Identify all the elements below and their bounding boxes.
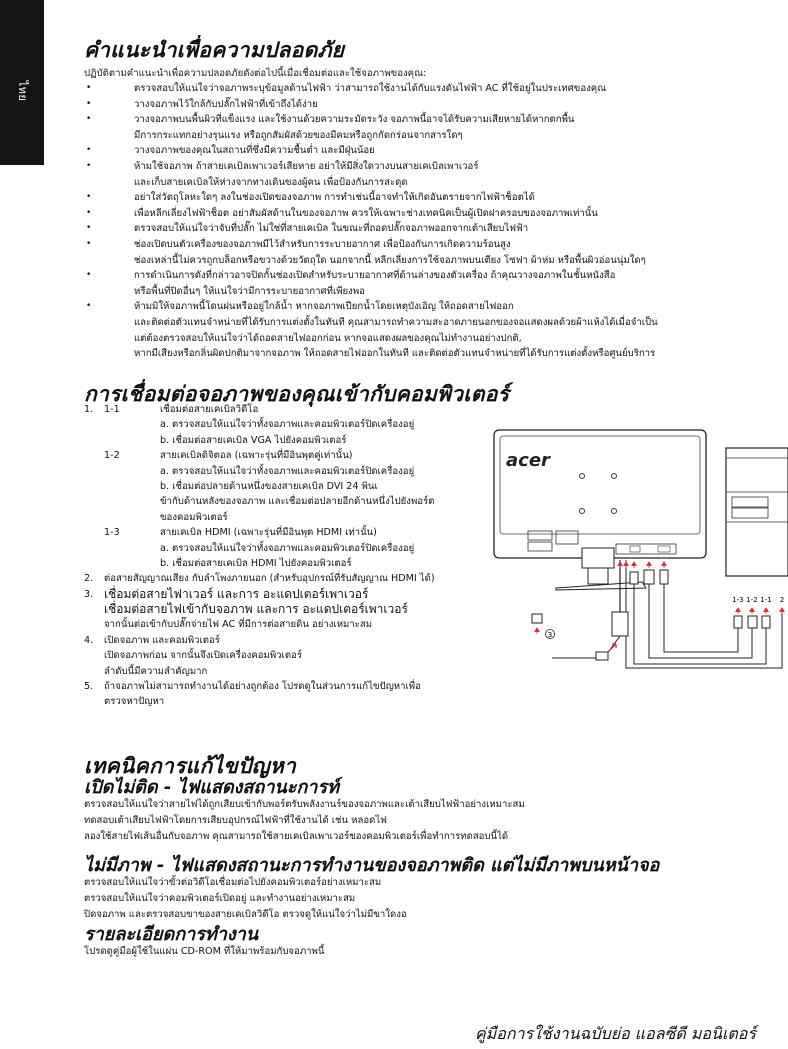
troubleshoot-line: ทดสอบเต้าเสียบไฟฟ้าโดยการเสียบอุปกรณ์ไฟฟ้าที่ใช้งานได้ เช่น หลอดไฟ xyxy=(84,815,387,826)
safety-item-line: • ห้ามใช้จอภาพ ถ้าสายเคเบิลเพาเวอร์เสียหาย อย่าให้มีสิ่งใดวางบนสายเคเบิลเพาเวอร์ xyxy=(134,160,479,172)
red-arrow xyxy=(618,562,622,568)
language-tab xyxy=(0,0,44,165)
connect-title: การเชื่อมต่อจอภาพของคุณเข้ากับคอมพิวเตอร์ xyxy=(84,382,510,406)
safety-item-line: • ตรวจสอบให้แน่ใจว่าจับที่ปลั๊ก ไม่ใช่ที่สายเคเบิล ในขณะที่ถอดปลั๊กจอภาพออกจากเต้าเสียบไฟฟ้า xyxy=(134,223,529,235)
power-label: 3 xyxy=(547,631,553,639)
red-arrow xyxy=(662,562,666,568)
step-text: ต่อสายสัญญาณเสียง กับลำโพงภายนอก (สำหรับอุปกรณ์ที่รับสัญญาณ HDMI ได้) xyxy=(104,573,435,585)
red-arrow xyxy=(750,608,754,614)
substep-text: a. ตรวจสอบให้แน่ใจว่าทั้งจอภาพและคอมพิวเตอร์ปิดเครื่องอยู่ xyxy=(160,419,415,431)
substep-number: 1-1 xyxy=(104,404,120,415)
safety-item xyxy=(84,112,774,143)
safety-item xyxy=(84,97,774,113)
red-arrow xyxy=(535,628,539,634)
connection-diagram xyxy=(482,420,788,670)
cable-1-3 xyxy=(664,584,738,652)
footer-title: คู่มือการใช้งานฉบับย่อ แอลซีดี มอนิเตอร์ xyxy=(474,1024,756,1043)
connect-step-row xyxy=(84,402,494,417)
connect-steps xyxy=(84,402,494,710)
connect-step-row xyxy=(84,587,494,602)
red-arrow xyxy=(780,608,784,614)
safety-item-line: • ห้ามมิให้จอภาพนี้โดนฝนหรืออยู่ใกล้น้ำ หากจอภาพเปียกน้ำโดยเหตุบังเอิญ ให้ถอดสายไฟออก xyxy=(134,301,514,313)
power-plug xyxy=(596,652,608,660)
troubleshoot-line: โปรดดูคู่มือผู้ใช้ในแผ่น CD-ROM ที่ให้มาพร้อมกับจอภาพนี้ xyxy=(84,946,325,957)
troubleshoot-heading: รายละเอียดการทำงาน xyxy=(84,924,259,945)
vga-plug xyxy=(660,570,668,584)
safety-item-line: แต่ต้องตรวจสอบให้แน่ใจว่าได้ถอดสายไฟออกก่อน หากจอแสดงผลของคุณไม่ทำงานอย่างปกติ, xyxy=(134,332,522,344)
power-adapter xyxy=(612,612,628,636)
red-arrow xyxy=(632,562,636,568)
substep-text: สายเคเบิล HDMI (เฉพาะรุ่นที่มีอินพุต HDMI เท่านั้น) xyxy=(160,527,377,539)
substep-text: เชื่อมต่อสายเคเบิลวิดีโอ xyxy=(160,404,259,415)
substep-number: 1-3 xyxy=(104,527,120,539)
step-number: 2. xyxy=(84,573,94,585)
safety-item-line: • ตรวจสอบให้แน่ใจว่าจอภาพระบุข้อมูลด้านไฟฟ้า ว่าสามารถใช้งานได้กับแรงดันไฟฟ้า AC ที่ใช้อยู่ในประเทศของคุณ xyxy=(134,83,607,94)
connect-step-row xyxy=(84,433,494,448)
substep-text: สายเคเบิลดิจิตอล (เฉพาะรุ่นที่มีอินพุตคู่เท่านั้น) xyxy=(160,450,353,462)
dvi-plug xyxy=(630,572,638,584)
safety-item xyxy=(84,237,774,268)
monitor-stem xyxy=(588,568,608,584)
troubleshoot-line: ลองใช้สายไฟเส้นอื่นกับจอภาพ คุณสามารถใช้สายเคเบิลเพาเวอร์ของคอมพิวเตอร์เพื่อทำการทดสอบนี้ได้ xyxy=(84,831,509,842)
dvi-plug-2 xyxy=(644,570,654,584)
step-text: เชื่อมต่อสายไฟาเวอร์ และการ อะแดปเตอร์เพาเวอร์ xyxy=(104,586,369,601)
wall-outlet xyxy=(532,614,542,623)
connect-step-row xyxy=(84,494,494,509)
step-text: ลำดับนี้มีความสำคัญมาก xyxy=(104,665,208,677)
safety-item xyxy=(84,299,774,361)
troubleshoot-heading: เปิดไม่ติด - ไฟแสดงสถานะการท์ xyxy=(84,777,339,798)
safety-item-line: และติดต่อตัวแทนจำหน่ายที่ได้รับการแต่งตั้งในทันที คุณสามารถทำความสะอาดภายนอกของจอแสดงผลด้วยผ้าแห้งได้เมื่อจำเป็น xyxy=(134,316,658,328)
safety-item-line: หากมีเสียงหรือกลิ่นผิดปกติมาจากจอภาพ ให้ถอดสายไฟออกในทันที และติดต่อตัวแทนจำหน่ายที่ได้รับการแต่งตั้งหรือศูนย์บริการ xyxy=(134,348,656,360)
connect-step-row xyxy=(84,648,494,663)
power-cord xyxy=(552,636,620,658)
pc-plug-1-3 xyxy=(734,616,742,628)
safety-item xyxy=(84,81,774,97)
safety-item xyxy=(84,190,774,206)
step-number: 5. xyxy=(84,681,94,693)
step-text: ถ้าจอภาพไม่สามารถทำงานได้อย่างถูกต้อง โปรดดูในส่วนการแก้ไขปัญหาเพื่อ xyxy=(104,681,421,693)
substep-text: b. เชื่อมต่อสายเคเบิล HDMI ไปยังคอมพิวเตอร์ xyxy=(160,557,352,569)
port-label: 2 xyxy=(779,596,785,604)
connect-step-row xyxy=(84,571,494,586)
connect-step-row xyxy=(84,602,494,617)
safety-item-line: • เพื่อหลีกเลี่ยงไฟฟ้าช็อต อย่าสัมผัสด้านในของจอภาพ ควรให้เฉพาะช่างเทคนิคเป็นผู้เปิดฝาครอบของจอภาพเท่านั้น xyxy=(134,207,598,219)
safety-item-line: หรือพื้นที่ปิดอื่นๆ ให้แน่ใจว่ามีการระบายอากาศที่เพียงพอ xyxy=(134,285,365,297)
safety-item xyxy=(84,159,774,190)
step-text: เปิดจอภาพก่อน จากนั้นจึงเปิดเครื่องคอมพิวเตอร์ xyxy=(104,650,302,662)
step-text: จากนั้นต่อเข้ากับปลั๊กจ่ายไฟ AC ที่มีการต่อสายดิน อย่างเหมาะสม xyxy=(104,619,373,631)
safety-item-line: • วางจอภาพไว้ใกล้กับปลั๊กไฟฟ้าที่เข้าถึงได้ง่าย xyxy=(134,98,318,110)
substep-number: 1-2 xyxy=(104,450,120,462)
troubleshoot-line: ตรวจสอบให้แน่ใจว่าคอมพิวเตอร์เปิดอยู่ และทำงานอย่างเหมาะสม xyxy=(84,893,356,904)
substep-text: a. ตรวจสอบให้แน่ใจว่าทั้งจอภาพและคอมพิวเตอร์ปิดเครื่องอยู่ xyxy=(160,542,415,554)
safety-item-line: • ช่องเปิดบนตัวเครื่องของจอภาพมีไว้สำหรับการระบายอากาศ เพื่อป้องกันการเกิดความร้อนสูง xyxy=(134,238,511,250)
connect-step-row xyxy=(84,664,494,679)
step-text: เชื่อมต่อสายไฟเข้ากับจอภาพ และการ อะแดปเตอร์เพาเวอร์ xyxy=(104,602,408,617)
substep-text: ของคอมพิวเตอร์ xyxy=(160,511,228,523)
connect-step-row xyxy=(84,556,494,571)
troubleshoot-line: ตรวจสอบให้แน่ใจว่าสายไฟได้ถูกเสียบเข้ากับพอร์ตรับพลังงานร์ของจอภาพและเต้าเสียบไฟฟ้าอย่างเหมาะสม xyxy=(84,799,525,810)
safety-item xyxy=(84,206,774,222)
troubleshoot-line: ตรวจสอบให้แน่ใจว่าขั้วต่อวิดีโอเชื่อมต่อไปยังคอมพิวเตอร์อย่างเหมาะสม xyxy=(84,877,382,888)
step-text: เปิดจอภาพ และคอมพิวเตอร์ xyxy=(104,634,220,646)
step-number: 3. xyxy=(84,588,94,600)
pc-plug-1-2 xyxy=(748,616,757,628)
troubleshoot-line: ปิดจอภาพ และตรวจสอบขาของสายเคเบิลวิดีโอ ตรวจดูให้แน่ใจว่าไม่มีขาใดงอ xyxy=(84,909,407,920)
brand-logo: acer xyxy=(506,450,550,471)
language-tab-label: ไทย xyxy=(16,80,29,102)
port-label: 1-3 xyxy=(732,596,744,604)
safety-item-line: มีการกระแทกอย่างรุนแรง หรือถูกสัมผัสด้วยของมีคมหรือถูกกัดกร่อนจากสารใดๆ xyxy=(134,129,463,141)
connect-step-row xyxy=(84,525,494,540)
red-arrow xyxy=(736,608,740,614)
pc-plug-1-1 xyxy=(762,616,770,628)
safety-item xyxy=(84,221,774,237)
safety-item-line: และเก็บสายเคเบิลให้ห่างจากทางเดินของผู้คน เพื่อป้องกันการสะดุด xyxy=(134,176,408,188)
connect-step-row xyxy=(84,694,494,709)
safety-list xyxy=(84,81,774,362)
safety-title: คำแนะนำเพื่อความปลอดภัย xyxy=(84,38,345,62)
step-number: 4. xyxy=(84,634,94,646)
safety-item xyxy=(84,268,774,299)
step-text: ตรวจหาปัญหา xyxy=(104,696,165,708)
substep-text: b. เชื่อมต่อสายเคเบิล VGA ไปยังคอมพิวเตอร์ xyxy=(160,434,347,446)
connect-step-row xyxy=(84,464,494,479)
substep-text: ข้ากับด้านหลังของจอภาพ และเชื่อมต่อปลายอีกด้านหนึ่งไปยังพอร์ต xyxy=(160,496,435,508)
troubleshoot-heading: ไม่มีภาพ - ไฟแสดงสถานะการทำงานของจอภาพติด แต่ไม่มีภาพบนหน้าจอ xyxy=(84,855,660,876)
substep-text: a. ตรวจสอบให้แน่ใจว่าทั้งจอภาพและคอมพิวเตอร์ปิดเครื่องอยู่ xyxy=(160,465,415,477)
red-arrow xyxy=(764,608,768,614)
connection-diagram-svg xyxy=(482,420,788,670)
troubleshoot-title: เทคนิคการแก้ไขปัญหา xyxy=(84,754,297,778)
red-arrow xyxy=(624,562,628,568)
connect-step-row xyxy=(84,679,494,694)
safety-item-line: • วางจอภาพบนพื้นผิวที่แข็งแรง และใช้งานด้วยความระมัดระวัง จอภาพนี้อาจได้รับความเสียหายได้หากตกพื้น xyxy=(134,114,575,126)
connect-step-row xyxy=(84,417,494,432)
safety-item-line: • การดำเนินการดังที่กล่าวอาจปิดกั้นช่องเปิดสำหรับระบายอากาศที่ด้านล่างของตัวเครื่อง ถ้าคุณวางจอภาพในชั้นหนังสือ xyxy=(134,270,616,282)
step-number: 1. xyxy=(84,404,94,415)
safety-intro: ปฏิบัติตามคำแนะนำเพื่อความปลอดภัยดังต่อไปนี้เมื่อเชื่อมต่อและใช้จอภาพของคุณ: xyxy=(84,68,427,79)
connect-step-row xyxy=(84,510,494,525)
pc-tower xyxy=(726,448,788,576)
safety-item-line: ช่องเหล่านี้ไม่ควรถูกบล็อกหรือขวางด้วยวัตถุใด นอกจากนี้ หลีกเลี่ยงการใช้จอภาพบนเตียง โซฟา ผ้าห่ม หรือพื้นผิวอ่อนนุ่มใดๆ xyxy=(134,254,646,266)
safety-item xyxy=(84,143,774,159)
connect-step-row xyxy=(84,617,494,632)
red-arrow xyxy=(647,562,651,568)
connect-step-row xyxy=(84,633,494,648)
safety-item-line: • วางจอภาพของคุณในสถานที่ซึ่งมีความชื้นต่ำ และมีฝุ่นน้อย xyxy=(134,145,375,157)
monitor-neck xyxy=(582,548,614,568)
connect-step-row xyxy=(84,479,494,494)
safety-item-line: • อย่าใส่วัตถุโลหะใดๆ ลงในช่องเปิดของจอภาพ การทำเช่นนี้อาจทำให้เกิดอันตรายจากไฟฟ้าช็อตได้ xyxy=(134,192,535,204)
connect-step-row xyxy=(84,541,494,556)
port-label: 1-2 xyxy=(746,596,758,604)
port-label: 1-1 xyxy=(760,596,772,604)
connect-step-row xyxy=(84,448,494,463)
substep-text: b. เชื่อมต่อปลายด้านหนึ่งของสายเคเบิล DVI 24 พินเ xyxy=(160,480,378,492)
